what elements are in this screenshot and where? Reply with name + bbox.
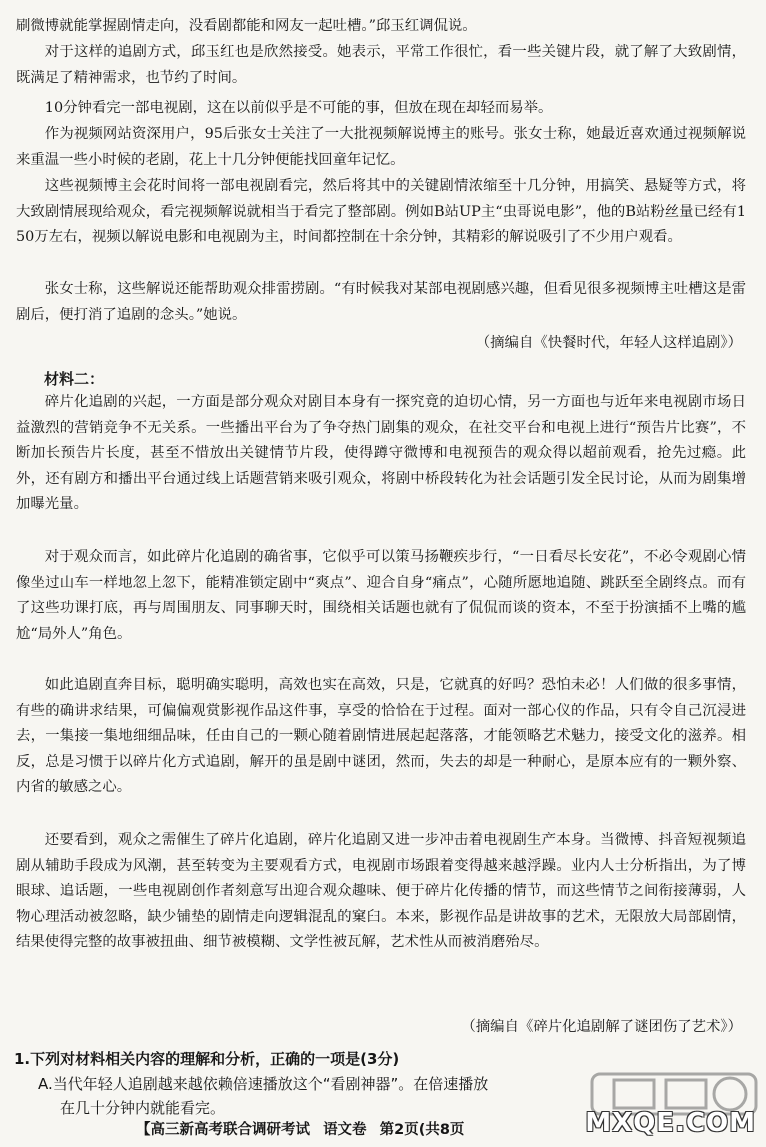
option-a-line-2: 在几十分钟内就能看完。 — [60, 1099, 226, 1117]
paragraph-m2-4: 还要看到，观众之需催生了碎片化追剧，碎片化追剧又进一步冲击着电视剧生产本身。当微博、抖音短视频追剧从辅助手段成为风潮，甚至转变为主要观看方式，电视剧市场跟着变得越来越浮躁。业内人士分析指出，为了博眼球、追话题，一些电视剧创作者刻意写出迎合观众趣味、便于碎片化传播的情节，而这些情节之间衔接薄弱，人物心理活动被忽略，缺少铺垫的剧情走向逻辑混乱的窠臼。本来，影视作品是讲故事的艺术，无限放大局部剧情，结果使得完整的故事被扭曲、细节被模糊、文学性被瓦解，艺术性从而被消磨殆尽。 — [16, 832, 746, 951]
watermark-text: MXQE.COM — [585, 1108, 756, 1138]
paragraph-4: 作为视频网站资深用户，95后张女士关注了一大批视频解说博主的账号。张女士称，她最近喜欢通过视频解说来重温一些小时候的老剧，花上十几分钟便能找回童年记忆。 — [16, 126, 746, 168]
paragraph-2: 对于这样的追剧方式，邱玉红也是欣然接受。她表示，平常工作很忙，看一些关键片段，就了解了大致剧情，既满足了精神需求，也节约了时间。 — [16, 44, 746, 86]
source-citation-2: （摘编自《碎片化追剧解了谜团伤了艺术》） — [461, 1019, 742, 1035]
question-1-option-a — [38, 1072, 608, 1120]
footer-exam-name: 【高三新高考联合调研考试 — [136, 1122, 310, 1138]
paragraph-m2-3: 如此追剧直奔目标，聪明确实聪明，高效也实在高效，只是，它就真的好吗？恐怕未必！人们做的很多事情，有些的确讲求结果，可偏偏观赏影视作品这件事，享受的恰恰在于过程。面对一部心仪的作品，只有令自己沉浸进去，一集接一集地细细品味，任由自己的一颗心随着剧情进展起起落落，才能领略艺术魅力，接受文化的滋养。相反，总是习惯于以碎片化方式追剧，解开的虽是剧中谜团，然而，失去的却是一种耐心，是原本应有的一颗外察、内省的敏感之心。 — [16, 677, 746, 796]
paragraph-6: 张女士称，这些解说还能帮助观众排雷捞剧。“有时候我对某部电视剧感兴趣，但看见很多视频博主吐槽这是雷剧后，便打消了追剧的念头。”她说。 — [16, 281, 746, 323]
paragraph-1: 刷微博就能掌握剧情走向，没看剧都能和网友一起吐槽。”邱玉红调侃说。 — [16, 18, 477, 34]
option-a-line-1: A.当代年轻人追剧越来越依赖倍速播放这个“看剧神器”。在倍速播放 — [38, 1075, 489, 1093]
paragraph-m2-1: 碎片化追剧的兴起，一方面是部分观众对剧目本身有一探究竟的迫切心情，另一方面也与近年来电视剧市场日益激烈的营销竞争不无关系。一些播出平台为了争夺热门剧集的观众，在社交平台和电视上进行“预告片比赛”，不断加长预告片长度，甚至不惜放出关键情节片段，使得蹲守微博和电视预告的观众得以超前观看，抢先过瘾。此外，还有剧方和播出平台通过线上话题营销来吸引观众，将剧中桥段转化为社会话题引发全民讨论，从而为剧集增加曝光量。 — [16, 394, 746, 513]
watermark-logo — [584, 1068, 762, 1142]
question-1: 1.下列对材料相关内容的理解和分析，正确的一项是(3分) — [14, 1050, 400, 1068]
footer-page-number: 第2页(共8页 — [379, 1122, 465, 1138]
footer-subject: 语文卷 — [323, 1122, 367, 1138]
page-footer — [136, 1118, 472, 1139]
paragraph-m2-2: 对于观众而言，如此碎片化追剧的确省事，它似乎可以策马扬鞭疾步行，“一日看尽长安花”，不必令观剧心情像坐过山车一样地忽上忽下，能精准锁定剧中“爽点”、迎合自身“痛点”，心随所愿地追随、跳跃至全剧终点。而有了这些功课打底，再与周围朋友、同事聊天时，围绕相关话题也就有了侃侃而谈的资本，不至于扮演插不上嘴的尴尬“局外人”角色。 — [16, 549, 746, 642]
material-2-heading: 材料二： — [44, 370, 105, 388]
source-citation-1: （摘编自《快餐时代，年轻人这样追剧》） — [475, 335, 742, 351]
paragraph-5: 这些视频博主会花时间将一部电视剧看完，然后将其中的关键剧情浓缩至十几分钟，用搞笑、悬疑等方式，将大致剧情展现给观众，看完视频解说就相当于看完了整部剧。例如B站UP主“虫哥说电影”，他的B站粉丝量已经有150万左右，视频以解说电影和电视剧为主，时间都控制在十余分钟，其精彩的解说吸引了不少用户观看。 — [16, 178, 746, 246]
paragraph-3: 10分钟看完一部电视剧，这在以前似乎是不可能的事，但放在现在却轻而易举。 — [44, 100, 553, 116]
